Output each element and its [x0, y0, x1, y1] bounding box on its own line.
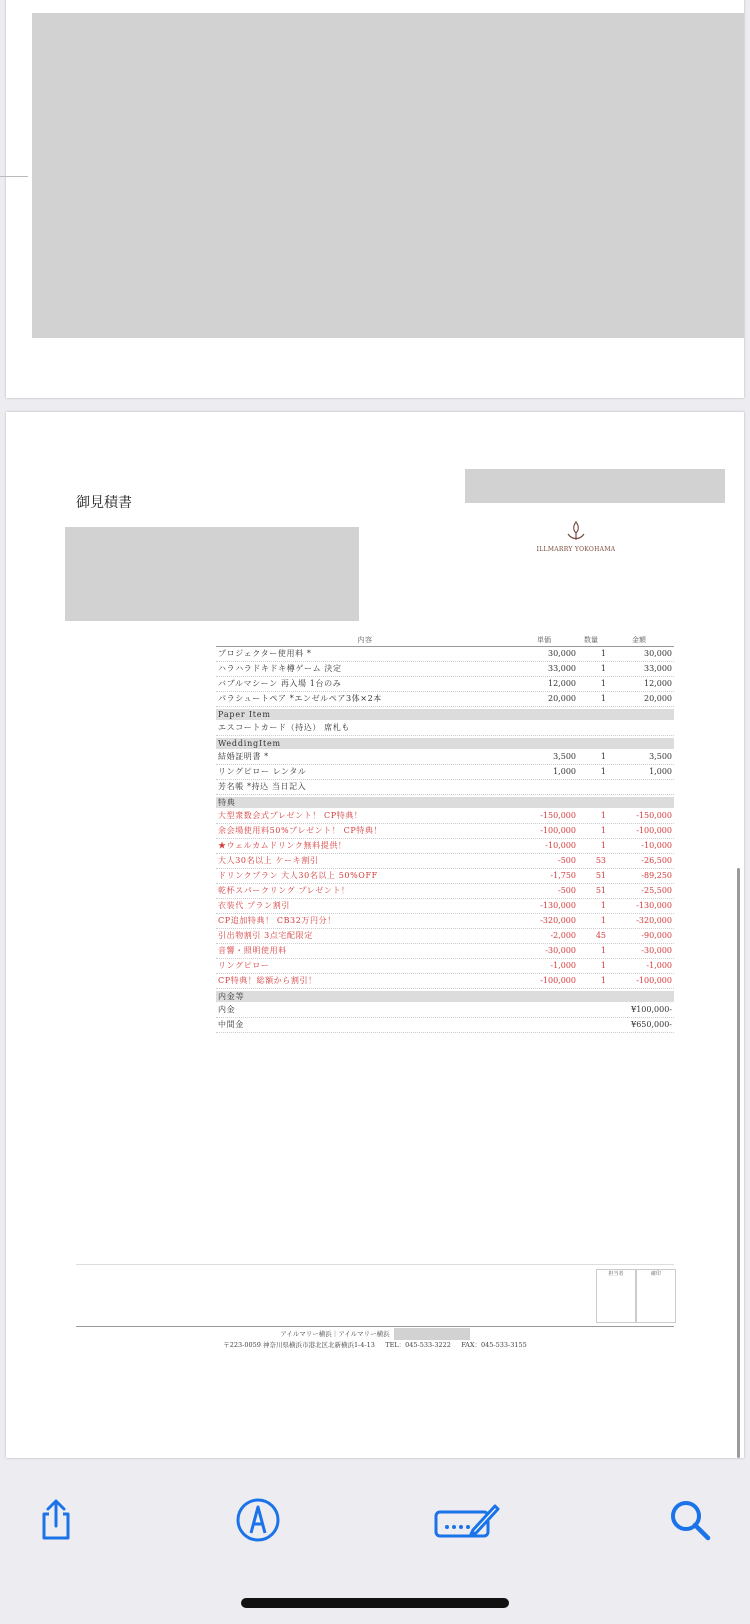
share-icon [36, 1498, 76, 1542]
item-amount: -130,000 [636, 901, 672, 910]
item-amount [606, 780, 674, 794]
item-amount: -150,000 [636, 811, 672, 820]
item-amount: -1,000 [646, 961, 672, 970]
estimate-table [216, 634, 674, 1033]
item-amount: -10,000 [641, 841, 672, 850]
item-amount [606, 721, 674, 735]
item-qty [576, 780, 606, 794]
footer-company [76, 1328, 674, 1340]
item-amount: -25,500 [641, 886, 672, 895]
item-price: -1,000 [550, 961, 576, 970]
table-row [216, 929, 674, 944]
table-row [216, 959, 674, 974]
redacted-block [32, 13, 744, 338]
item-amount: 1,000 [649, 767, 672, 776]
item-desc: 乾杯スパークリング プレゼント！ [218, 886, 350, 895]
item-qty: 1 [600, 649, 606, 658]
stamp-box-confirm: 確印 [636, 1269, 676, 1323]
table-row [216, 869, 674, 884]
item-qty: 51 [595, 886, 606, 895]
table-row [216, 1018, 674, 1033]
item-amount: -90,000 [641, 931, 672, 940]
item-desc: 中間金 [218, 1020, 244, 1029]
item-qty: 1 [600, 664, 606, 673]
item-amount: 3,500 [649, 752, 672, 761]
item-desc: リングピロー レンタル [218, 767, 307, 776]
footer-address: 〒223-0059 神奈川県横浜市港北区北新横浜1-4-13 [223, 1341, 375, 1349]
table-row [216, 914, 674, 929]
header-price: 単価 [537, 636, 551, 644]
table-row [216, 750, 674, 765]
item-desc: 余会場使用料50%プレゼント！ CP特典！ [218, 826, 383, 835]
section-deposit: 内金等 [216, 991, 674, 1002]
item-price: 12,000 [548, 679, 576, 688]
logo-text: ILLMARRY YOKOHAMA [536, 546, 616, 553]
document-page-1 [6, 0, 744, 398]
item-amount: -26,500 [641, 856, 672, 865]
item-qty: 1 [600, 841, 606, 850]
rows-main [216, 647, 674, 707]
section-special: 特典 [216, 797, 674, 808]
footer-contact [76, 1340, 674, 1349]
item-qty [576, 1018, 606, 1032]
footer-fax: FAX：045-533-3155 [461, 1341, 527, 1349]
item-desc: CP追加特典！ CB32万円分！ [218, 916, 336, 925]
item-price: -2,000 [550, 931, 576, 940]
item-qty: 53 [595, 856, 606, 865]
item-desc: ハラハラドキドキ樽ゲーム 決定 [218, 664, 342, 673]
item-desc: エスコートカード（持込） 席札も [218, 723, 350, 732]
footer-divider [76, 1326, 674, 1327]
item-amount: ¥100,000- [631, 1005, 672, 1014]
item-price: -100,000 [540, 976, 576, 985]
item-qty: 1 [600, 752, 606, 761]
header-desc: 内容 [357, 636, 373, 644]
item-price [512, 1003, 576, 1017]
table-row [216, 662, 674, 677]
item-price: -1,750 [550, 871, 576, 880]
share-button[interactable] [28, 1492, 84, 1548]
rows-deposit [216, 1003, 674, 1033]
item-amount: -320,000 [636, 916, 672, 925]
item-desc: 大人30名以上 ケーキ割引 [218, 856, 319, 865]
bottom-toolbar [0, 1470, 750, 1570]
redacted-block [65, 527, 359, 621]
rows-wedding [216, 750, 674, 795]
table-row [216, 974, 674, 989]
item-amount: 20,000 [644, 694, 672, 703]
header-amount: 金額 [632, 636, 646, 644]
item-qty: 1 [600, 916, 606, 925]
section-paper-item: Paper Item [216, 709, 674, 720]
item-desc: ★ウェルカムドリンク無料提供！ [218, 841, 347, 850]
search-icon [668, 1498, 712, 1542]
item-qty: 1 [600, 826, 606, 835]
table-row [216, 854, 674, 869]
item-qty: 45 [595, 931, 606, 940]
item-price [512, 721, 576, 735]
item-amount: 30,000 [644, 649, 672, 658]
item-price [512, 1018, 576, 1032]
item-qty: 1 [600, 679, 606, 688]
item-price: -30,000 [545, 946, 576, 955]
item-price: 30,000 [548, 649, 576, 658]
item-amount: -100,000 [636, 976, 672, 985]
item-price: -150,000 [540, 811, 576, 820]
item-desc: 衣装代 プラン割引 [218, 901, 290, 910]
item-desc: 音響・照明使用料 [218, 946, 287, 955]
item-qty: 1 [600, 811, 606, 820]
item-qty: 1 [600, 961, 606, 970]
company-logo [536, 520, 616, 553]
item-qty: 1 [600, 767, 606, 776]
item-desc: 引出物割引 3点宅配限定 [218, 931, 313, 940]
table-row [216, 677, 674, 692]
item-price [512, 780, 576, 794]
item-desc: CP特典！総額から割引！ [218, 976, 317, 985]
document-title: 御見積書 [76, 495, 132, 511]
table-row [216, 839, 674, 854]
document-page-2 [6, 412, 744, 1458]
item-price: -100,000 [540, 826, 576, 835]
item-qty [576, 1003, 606, 1017]
rows-special [216, 809, 674, 989]
table-header [216, 634, 674, 647]
redacted-block [394, 1328, 470, 1340]
item-amount: ¥650,000- [631, 1020, 672, 1029]
item-qty: 1 [600, 946, 606, 955]
item-desc: 結婚証明書 * [218, 752, 269, 761]
item-price: -500 [558, 856, 576, 865]
rows-paper [216, 721, 674, 736]
item-desc: バブルマシーン 再入場 1台のみ [218, 679, 342, 688]
footer-tel: TEL：045-533-3222 [385, 1341, 451, 1349]
item-desc: プロジェクター使用料 * [218, 649, 312, 658]
search-button[interactable] [662, 1492, 718, 1548]
footer-company-name: アイルマリー横浜｜アイルマリー横浜 [280, 1330, 390, 1338]
stamp-box-staff: 担当者 [596, 1269, 636, 1323]
item-price: 20,000 [548, 694, 576, 703]
item-price: -10,000 [545, 841, 576, 850]
table-row [216, 765, 674, 780]
markup-icon [235, 1497, 281, 1543]
table-row [216, 692, 674, 707]
table-row [216, 1003, 674, 1018]
item-price: -500 [558, 886, 576, 895]
item-price: 1,000 [553, 767, 576, 776]
item-price: -130,000 [540, 901, 576, 910]
redacted-block [465, 469, 725, 503]
home-indicator [241, 1598, 509, 1608]
section-wedding-item: WeddingItem [216, 738, 674, 749]
divider [0, 176, 28, 177]
table-row [216, 824, 674, 839]
item-qty: 1 [600, 976, 606, 985]
item-amount: 12,000 [644, 679, 672, 688]
table-row [216, 780, 674, 795]
item-desc: 内金 [218, 1005, 236, 1014]
item-qty [576, 721, 606, 735]
item-desc: 芳名帳 *持込 当日記入 [218, 782, 307, 791]
item-desc: パラシュートペア *エンゼルペア3体×2本 [218, 694, 382, 703]
approval-area [76, 1264, 674, 1325]
item-desc: リングピロー [218, 961, 270, 970]
item-price: 3,500 [553, 752, 576, 761]
item-price: -320,000 [540, 916, 576, 925]
header-qty: 数量 [584, 636, 598, 644]
item-amount: -100,000 [636, 826, 672, 835]
item-desc: ドリンクプラン 大人30名以上 50%OFF [218, 871, 378, 880]
table-row [216, 647, 674, 662]
item-qty: 51 [595, 871, 606, 880]
table-row [216, 721, 674, 736]
item-price: 33,000 [548, 664, 576, 673]
table-row [216, 809, 674, 824]
signature-icon [433, 1500, 501, 1540]
item-amount: 33,000 [644, 664, 672, 673]
item-qty: 1 [600, 901, 606, 910]
item-amount: -89,250 [641, 871, 672, 880]
item-amount: -30,000 [641, 946, 672, 955]
table-row [216, 884, 674, 899]
table-row [216, 899, 674, 914]
logo-mark-icon [536, 520, 616, 546]
markup-button[interactable] [230, 1492, 286, 1548]
scrollbar[interactable] [737, 868, 740, 1458]
item-qty: 1 [600, 694, 606, 703]
signature-button[interactable] [432, 1492, 502, 1548]
item-desc: 大型衆数会式プレゼント！ CP特典！ [218, 811, 363, 820]
table-row [216, 944, 674, 959]
